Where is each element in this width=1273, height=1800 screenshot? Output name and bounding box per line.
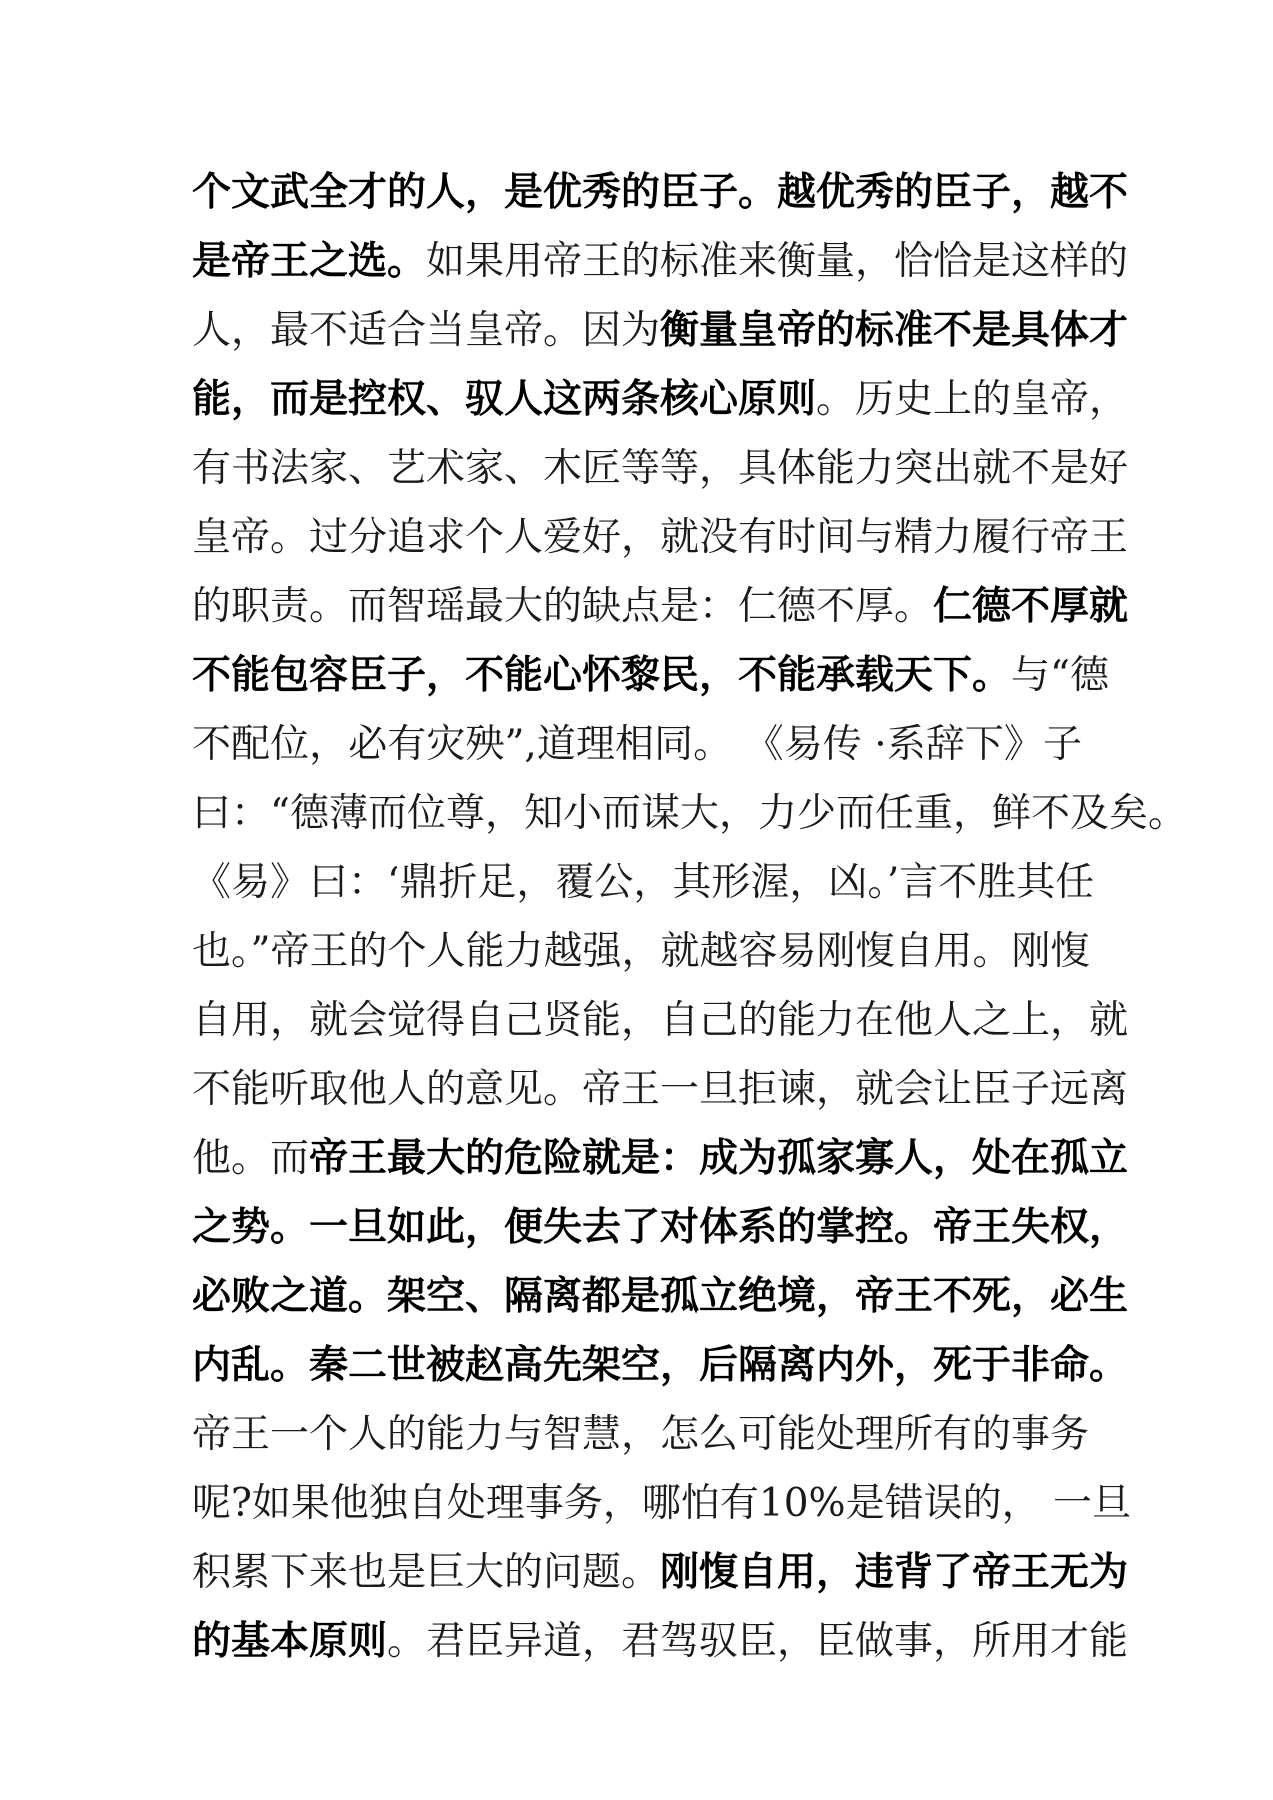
text-segment: 。君臣异道，君驾驭臣，臣做事，所用才能	[387, 1619, 1129, 1664]
text-line	[192, 641, 1109, 710]
bold-text-segment: 衡量皇帝的标准不是具体才	[660, 308, 1129, 353]
text-segment: 有书法家、艺术家、木匠等等，具体能力突出就不是好	[192, 446, 1129, 491]
text-segment: 皇帝。过分追求个人爱好，就没有时间与精力履行帝王	[192, 515, 1129, 560]
bold-text-segment: 的基本原则	[192, 1619, 388, 1664]
text-line	[192, 227, 1129, 296]
text-segment: 的职责。而智瑶最大的缺点是：仁德不厚。	[192, 584, 934, 629]
text-segment: 不配位，必有灾殃”,道理相同。 《易传 ·系辞下》子	[192, 722, 1082, 767]
text-line	[192, 1124, 1129, 1193]
text-segment: 自用，就会觉得自己贤能，自己的能力在他人之上，就	[192, 998, 1129, 1043]
bold-text-segment: 个文武全才的人，是优秀的臣子。越优秀的臣子，越不	[192, 170, 1129, 215]
text-line	[192, 1607, 1129, 1676]
text-segment: 与“德	[1011, 653, 1109, 698]
text-line-content	[192, 503, 1129, 572]
text-segment: 人，最不适合当皇帝。因为	[192, 308, 661, 353]
text-segment: 。历史上的皇帝，	[816, 377, 1129, 422]
bold-text-segment: 仁德不厚就	[933, 584, 1129, 629]
text-line-content	[192, 1193, 1129, 1262]
text-line-content	[192, 848, 1095, 917]
text-segment: 也。”帝王的个人能力越强，就越容易刚愎自用。刚愎	[192, 929, 1090, 974]
text-line	[192, 1262, 1129, 1331]
text-line-content	[192, 434, 1129, 503]
text-segment: 呢?如果他独自处理事务，哪怕有10%是错误的， 一旦	[192, 1481, 1131, 1526]
text-line-content	[192, 779, 1187, 848]
text-line	[192, 1469, 1131, 1538]
text-segment: 不能听取他人的意见。帝王一旦拒谏，就会让臣子远离	[192, 1067, 1129, 1112]
text-line-content	[192, 296, 1129, 365]
text-line-content	[192, 227, 1129, 296]
bold-text-segment: 内乱。秦二世被赵高先架空，后隔离内外，死于非命。	[192, 1343, 1129, 1388]
text-line	[192, 1400, 1090, 1469]
text-line	[192, 917, 1090, 986]
text-line	[192, 434, 1129, 503]
text-line-content	[192, 158, 1129, 227]
text-line	[192, 779, 1187, 848]
text-line-content	[192, 641, 1109, 710]
text-segment: 他。而	[192, 1136, 310, 1181]
bold-text-segment: 帝王最大的危险就是：成为孤家寡人，处在孤立	[309, 1136, 1129, 1181]
text-line	[192, 986, 1129, 1055]
bold-text-segment: 必败之道。架空、隔离都是孤立绝境，帝王不死，必生	[192, 1274, 1129, 1319]
text-line	[192, 710, 1082, 779]
text-line-content	[192, 1469, 1131, 1538]
text-segment: 如果用帝王的标准来衡量，恰恰是这样的	[426, 239, 1129, 284]
text-line-content	[192, 1055, 1129, 1124]
bold-text-segment: 能，而是控权、驭人这两条核心原则	[192, 377, 817, 422]
text-line	[192, 1055, 1129, 1124]
text-line	[192, 1193, 1129, 1262]
text-line-content	[192, 1538, 1129, 1607]
text-line	[192, 848, 1095, 917]
text-line-content	[192, 1400, 1090, 1469]
text-segment: 积累下来也是巨大的问题。	[192, 1550, 661, 1595]
body-text	[192, 158, 1187, 1676]
text-line-content	[192, 1124, 1129, 1193]
text-line-content	[192, 1262, 1129, 1331]
text-line-content	[192, 365, 1129, 434]
bold-text-segment: 之势。一旦如此，便失去了对体系的掌控。帝王失权，	[192, 1205, 1129, 1250]
text-line-content	[192, 917, 1090, 986]
text-segment: 《易》曰：‘鼎折足，覆公，其形渥，凶。’言不胜其任	[192, 860, 1095, 905]
bold-text-segment: 刚愎自用，违背了帝王无为	[660, 1550, 1129, 1595]
text-line-content	[192, 1331, 1129, 1400]
text-line	[192, 503, 1129, 572]
text-line	[192, 296, 1129, 365]
text-segment: 帝王一个人的能力与智慧，怎么可能处理所有的事务	[192, 1412, 1090, 1457]
text-line-content	[192, 710, 1082, 779]
text-line-content	[192, 1607, 1129, 1676]
bold-text-segment: 是帝王之选。	[192, 239, 427, 284]
text-line	[192, 365, 1129, 434]
text-line-content	[192, 986, 1129, 1055]
text-line	[192, 158, 1129, 227]
text-line	[192, 572, 1129, 641]
text-line-content	[192, 572, 1129, 641]
text-line	[192, 1538, 1129, 1607]
text-line	[192, 1331, 1129, 1400]
text-segment: 曰：“德薄而位尊，知小而谋大，力少而任重，鲜不及矣。	[192, 791, 1187, 836]
bold-text-segment: 不能包容臣子，不能心怀黎民，不能承载天下。	[192, 653, 1012, 698]
